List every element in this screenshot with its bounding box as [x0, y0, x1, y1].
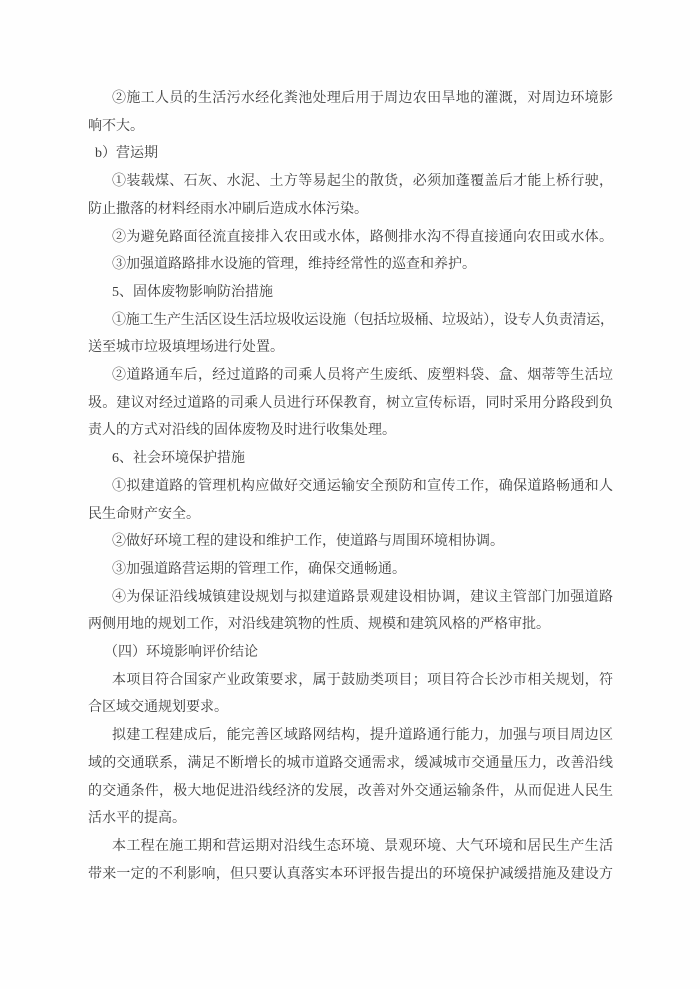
document-text-block — [88, 85, 613, 888]
text-line: ③加强道路路排水设施的管理，维持经常性的巡查和养护。 — [112, 257, 476, 273]
text-line: 送至城市垃圾填埋场进行处置。 — [88, 340, 284, 356]
text-line: ④为保证沿线城镇建设规划与拟建道路景观建设相协调，建议主管部门加强道路 — [112, 589, 613, 605]
text-line: ③加强道路营运期的管理工作，确保交通畅通。 — [112, 561, 406, 577]
text-line: 责人的方式对沿线的固体废物及时进行收集处理。 — [88, 423, 396, 439]
text-line: 6、社会环境保护措施 — [112, 451, 245, 467]
text-line: 域的交通联系，满足不断增长的城市道路交通需求，缓减城市交通量压力，改善沿线 — [88, 755, 613, 771]
text-line: ①装载煤、石灰、水泥、土方等易起尘的散货，必须加蓬覆盖后才能上桥行驶， — [112, 174, 613, 190]
text-line: 本工程在施工期和营运期对沿线生态环境、景观环境、大气环境和居民生产生活 — [112, 838, 613, 854]
text-line: 圾。建议对经过道路的司乘人员进行环保教育，树立宣传标语，同时采用分路段到负 — [88, 395, 613, 411]
text-line: b）营运期 — [95, 146, 158, 162]
text-line: 活水平的提高。 — [88, 811, 186, 827]
text-line: ①施工生产生活区设生活垃圾收运设施（包括垃圾桶、垃圾站），设专人负责清运， — [112, 312, 613, 328]
text-line: ①拟建道路的管理机构应做好交通运输安全预防和宣传工作，确保道路畅通和人 — [112, 478, 613, 494]
text-line: 民生命财产安全。 — [88, 506, 200, 522]
text-line: 合区域交通规划要求。 — [88, 700, 228, 716]
text-line: ②道路通车后，经过道路的司乘人员将产生废纸、废塑料袋、盒、烟蒂等生活垃 — [112, 368, 613, 384]
text-line: 5、固体废物影响防治措施 — [112, 284, 273, 300]
text-line: ②做好环境工程的建设和维护工作，使道路与周围环境相协调。 — [112, 534, 504, 550]
text-line: ②为避免路面径流直接排入农田或水体，路侧排水沟不得直接通向农田或水体。 — [112, 229, 613, 245]
text-line: 防止撒落的材料经雨水冲刷后造成水体污染。 — [88, 201, 368, 217]
text-line: 的交通条件，极大地促进沿线经济的发展，改善对外交通运输条件，从而促进人民生 — [88, 783, 613, 799]
text-line: 两侧用地的规划工作，对沿线建筑物的性质、规模和建筑风格的严格审批。 — [88, 617, 550, 633]
text-line: ②施工人员的生活污水经化粪池处理后用于周边农田旱地的灌溉，对周边环境影 — [112, 91, 613, 106]
text-line: 带来一定的不利影响，但只要认真落实本环评报告提出的环境保护减缓措施及建设方 — [88, 866, 613, 882]
text-line: 本项目符合国家产业政策要求，属于鼓励类项目；项目符合长沙市相关规划，符 — [112, 672, 613, 688]
text-line: 响不大。 — [88, 118, 144, 134]
text-line: （四）环境影响评价结论 — [104, 645, 258, 661]
text-line: 拟建工程建成后，能完善区域路网结构，提升道路通行能力，加强与项目周边区 — [112, 728, 613, 744]
